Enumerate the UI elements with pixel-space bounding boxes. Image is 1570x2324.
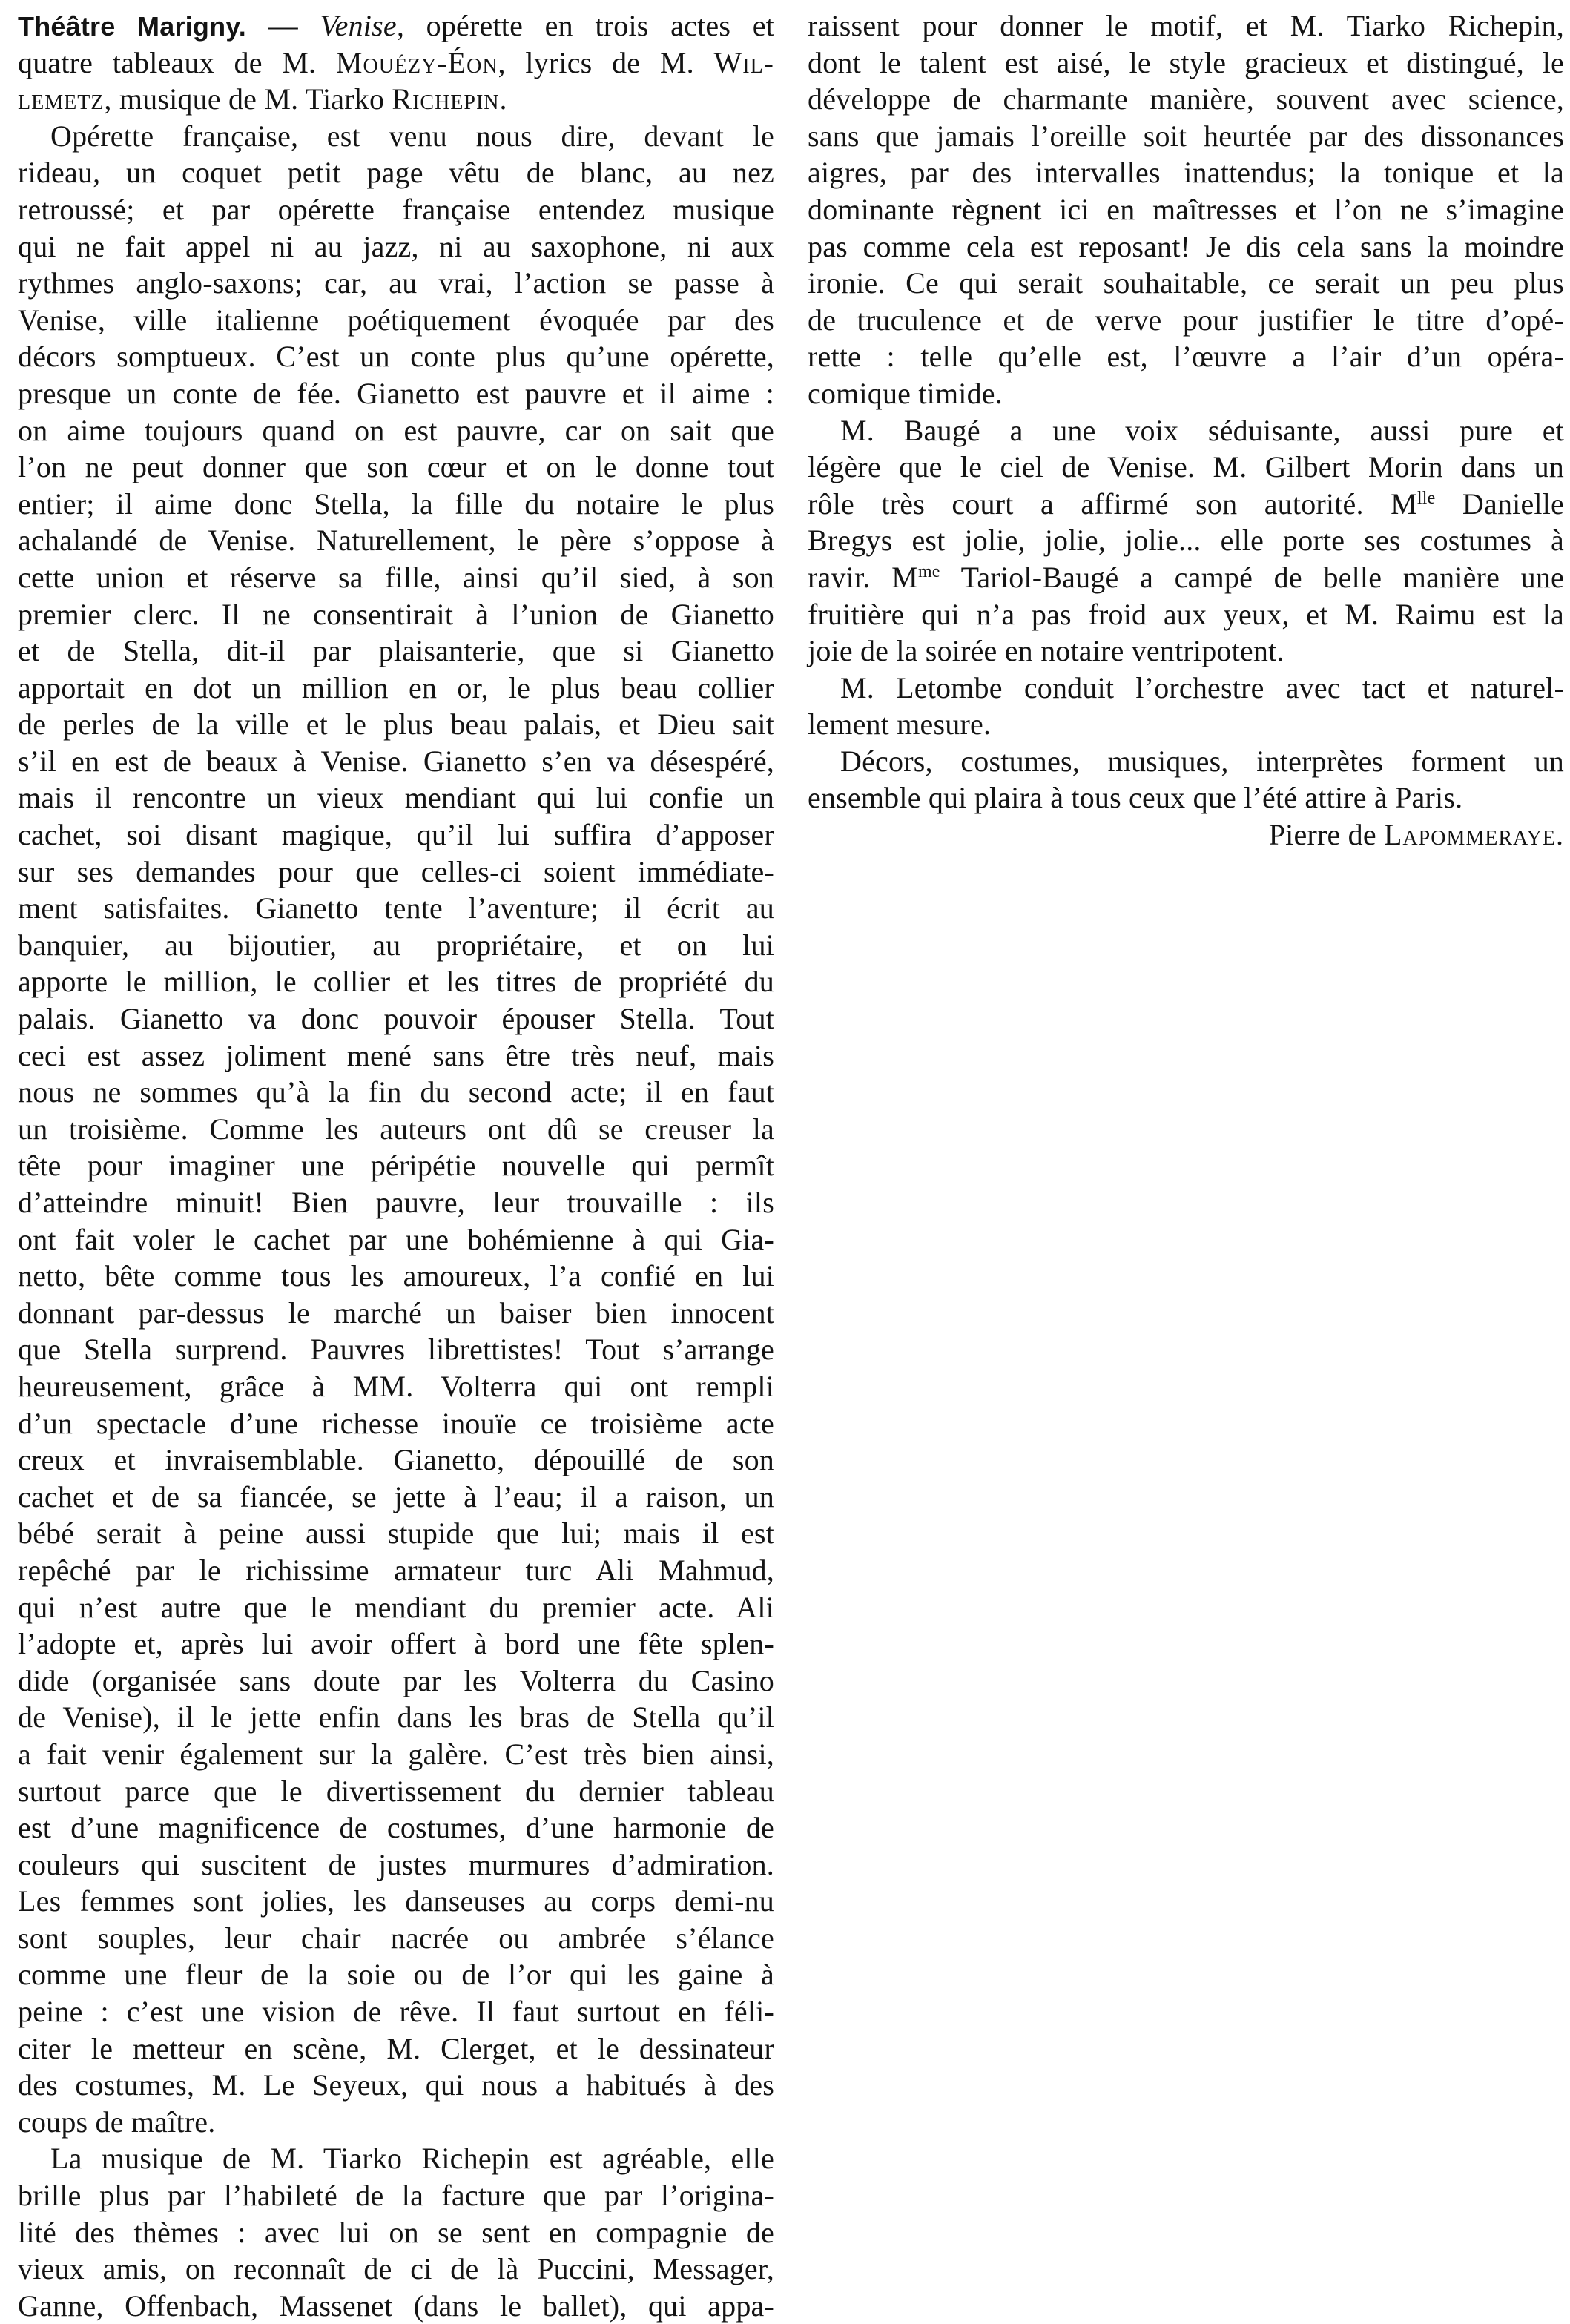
text-line: développe de charmante manière, souvent avec science,: [808, 82, 1564, 116]
text-line: ment satisfaites. Gianetto tente l’aventure; il écrit au: [18, 891, 774, 925]
text-line: entier; il aime donc Stella, la fille du notaire le plus: [18, 486, 774, 521]
text-line: heureusement, grâce à MM. Volterra qui ont rempli: [18, 1369, 774, 1403]
text-line: comique timide.: [808, 376, 1003, 410]
text-line: de Venise), il le jette enfin dans les bras de Stella qu’il: [18, 1700, 774, 1734]
text-line: joie de la soirée en notaire ventripotent.: [808, 634, 1284, 668]
text-line: fruitière qui n’a pas froid aux yeux, et M. Raimu est la: [808, 597, 1564, 631]
text-line: aigres, par des intervalles inattendus; la tonique et la: [808, 156, 1564, 190]
heading-desc-1: opérette en trois actes et: [404, 9, 774, 42]
text-line: de truculence et de verve pour justifier le titre d’opé-: [808, 303, 1564, 337]
lyricist-name-part-2: lemetz: [18, 82, 105, 116]
text-line: décors somptueux. C’est un conte plus qu’une opérette,: [18, 340, 774, 374]
text-line: cachet, soi disant magique, qu’il lui suffira d’apposer: [18, 818, 774, 852]
text-line: Ganne, Offenbach, Massenet (dans le ballet), qui appa-: [18, 2288, 774, 2323]
text-line: légère que le ciel de Venise. M. Gilbert Morin dans un: [808, 450, 1564, 484]
heading-desc-2b: , lyrics de M.: [498, 45, 714, 79]
text-line-with-honorific: [808, 559, 1564, 596]
text-line-with-honorific: [808, 486, 1564, 523]
honorific-mlle: [1391, 487, 1435, 521]
text-line: pas comme cela est reposant! Je dis cela sans la moindre: [808, 229, 1564, 263]
text-line: l’adopte et, après lui avoir offert à bord une fête splen-: [18, 1627, 774, 1661]
text-line: un troisième. Comme les auteurs ont dû se creuser la: [18, 1112, 774, 1146]
text-line: couleurs qui suscitent de justes murmures d’admiration.: [18, 1847, 774, 1881]
text-line: ceci est assez joliment mené sans être très neuf, mais: [18, 1038, 774, 1072]
text-line: cachet et de sa fiancée, se jette à l’eau; il a raison, un: [18, 1479, 774, 1513]
text-line: retroussé; et par opérette française entendez musique: [18, 192, 774, 226]
text-line: est d’une magnificence de costumes, d’une harmonie de: [18, 1811, 774, 1845]
text-line: d’atteindre minuit! Bien pauvre, leur trouvaille : ils: [18, 1186, 774, 1219]
author-name: Mouézy-Éon: [335, 45, 498, 79]
heading-desc-3: , musique de M. Tiarko: [104, 82, 392, 116]
honorific-mme: [891, 561, 940, 594]
heading-line-2: [18, 44, 774, 82]
text-line: de perles de la ville et le plus beau palais, et Dieu sait: [18, 707, 774, 742]
lyricist-name-part-1: Wil-: [713, 45, 774, 79]
text-line: tête pour imaginer une péripétie nouvelle qui permît: [18, 1149, 774, 1183]
honorific-base: M: [1391, 486, 1417, 521]
text-line: Les femmes sont jolies, les danseuses au corps demi-nu: [18, 1884, 774, 1918]
text-line: ironie. Ce qui serait souhaitable, ce serait un peu plus: [808, 266, 1564, 300]
text-line: premier clerc. Il ne consentirait à l’union de Gianetto: [18, 597, 774, 631]
text-line: netto, bête comme tous les amoureux, l’a confié en lui: [18, 1259, 774, 1293]
signature: [808, 816, 1564, 854]
text-line: rette : telle qu’elle est, l’œuvre a l’air d’un opéra-: [808, 340, 1564, 374]
text-line: sur ses demandes pour que celles-ci soient immédiate-: [18, 854, 774, 888]
text-line: ensemble qui plaira à tous ceux que l’été attire à Paris.: [808, 781, 1463, 815]
play-title: Venise,: [320, 9, 405, 42]
text-line: bébé serait à peine aussi stupide que lui; mais il est: [18, 1516, 774, 1551]
text-line: surtout parce que le divertissement du dernier tableau: [18, 1774, 774, 1808]
text-line: d’un spectacle d’une richesse inouïe ce troisième acte: [18, 1406, 774, 1440]
text-line: dont le talent est aisé, le style gracieux et distingué, le: [808, 45, 1564, 79]
text-line: rideau, un coquet petit page vêtu de blanc, au nez: [18, 156, 774, 190]
signature-last: Lapommeraye.: [1384, 818, 1564, 852]
heading-line-1: [18, 7, 774, 44]
text-line: peine : c’est une vision de rêve. Il faut surtout en féli-: [18, 1995, 774, 2029]
text-line: repêché par le richissime armateur turc Ali Mahmud,: [18, 1553, 774, 1587]
text-line: presque un conte de fée. Gianetto est pauvre et il aime :: [18, 376, 774, 410]
signature-first: Pierre de: [1268, 818, 1384, 852]
text-line: sont souples, leur chair nacrée ou ambrée s’élance: [18, 1921, 774, 1955]
text-line: qui n’est autre que le mendiant du premier acte. Ali: [18, 1590, 774, 1624]
text-line: Décors, costumes, musiques, interprètes forment un: [840, 744, 1564, 778]
text-line: donnant par-dessus le marché un baiser bien innocent: [18, 1295, 774, 1330]
text-line: Bregys est jolie, jolie, jolie... elle porte ses costumes à: [808, 524, 1564, 558]
text-line: lement mesure.: [808, 707, 992, 742]
text-line: on aime toujours quand on est pauvre, car on sait que: [18, 413, 774, 447]
text-line: banquier, au bijoutier, au propriétaire, et on lui: [18, 928, 774, 962]
text-line: sans que jamais l’oreille soit heurtée par des dissonances: [808, 119, 1564, 153]
text-line: Opérette française, est venu nous dire, devant le: [50, 119, 774, 153]
text-line: des costumes, M. Le Seyeux, qui nous a habitués à des: [18, 2068, 774, 2102]
composer-name: Richepin: [392, 82, 500, 116]
text-line: coups de maître.: [18, 2105, 216, 2139]
text-line: M. Letombe conduit l’orchestre avec tact et naturel-: [840, 670, 1564, 704]
text-line: dominante règnent ici en maîtresses et l’on ne s’imagine: [808, 192, 1564, 226]
text-line: raissent pour donner le motif, et M. Tiarko Richepin,: [808, 9, 1564, 42]
text-line: ont fait voler le cachet par une bohémienne à qui Gia-: [18, 1222, 774, 1256]
text-line: apportait en dot un million en or, le plus beau collier: [18, 670, 774, 704]
text-line: palais. Gianetto va donc pouvoir épouser Stella. Tout: [18, 1002, 774, 1036]
text-line: et de Stella, dit-il par plaisanterie, que si Gianetto: [18, 634, 774, 668]
text-line: s’il en est de beaux à Venise. Gianetto s’en va désespéré,: [18, 744, 774, 778]
text-line: a fait venir également sur la galère. C’est très bien ainsi,: [18, 1737, 774, 1771]
heading-line-3: [18, 81, 774, 118]
text-line: citer le metteur en scène, M. Clerget, et le dessinateur: [18, 2031, 774, 2065]
text-fragment: Danielle: [1462, 486, 1565, 521]
heading-end: .: [499, 82, 507, 116]
right-column: [808, 7, 1564, 854]
text-line: La musique de M. Tiarko Richepin est agréable, elle: [50, 2142, 774, 2176]
heading-dash: —: [246, 9, 320, 42]
text-line: mais il rencontre un vieux mendiant qui lui confie un: [18, 781, 774, 815]
text-line: lité des thèmes : avec lui on se sent en compagnie de: [18, 2215, 774, 2249]
text-line: qui ne fait appel ni au jazz, ni au saxophone, ni aux: [18, 229, 774, 263]
text-line: creux et invraisemblable. Gianetto, dépouillé de son: [18, 1443, 774, 1477]
text-fragment: Tariol-Baugé a campé de belle manière une: [960, 560, 1565, 594]
text-line: achalandé de Venise. Naturellement, le père s’oppose à: [18, 524, 774, 558]
left-column: [18, 7, 774, 2324]
honorific-superscript: me: [917, 561, 940, 581]
honorific-superscript: lle: [1416, 488, 1436, 508]
text-line: cette union et réserve sa fille, ainsi qu’il sied, à son: [18, 560, 774, 594]
text-line: nous ne sommes qu’à la fin du second acte; il en faut: [18, 1075, 774, 1109]
text-fragment: rôle très court a affirmé son autorité.: [808, 486, 1364, 521]
text-line: que Stella surprend. Pauvres librettistes! Tout s’arrange: [18, 1333, 774, 1367]
text-line: M. Baugé a une voix séduisante, aussi pure et: [840, 413, 1564, 447]
text-line: l’on ne peut donner que son cœur et on le donne tout: [18, 450, 774, 484]
honorific-base: M: [891, 560, 918, 594]
text-line: rythmes anglo-saxons; car, au vrai, l’action se passe à: [18, 266, 774, 300]
text-line: vieux amis, on reconnaît de ci de là Puccini, Messager,: [18, 2252, 774, 2286]
heading-desc-2a: quatre tableaux de M.: [18, 45, 336, 79]
text-line: apporte le million, le collier et les titres de propriété du: [18, 965, 774, 999]
text-line: dide (organisée sans doute par les Volterra du Casino: [18, 1663, 774, 1697]
text-line: Venise, ville italienne poétiquement évoquée par des: [18, 303, 774, 337]
text-line: comme une fleur de la soie ou de l’or qui les gaine à: [18, 1958, 774, 1992]
text-line: brille plus par l’habileté de la facture que par l’origina-: [18, 2179, 774, 2213]
venue-title: Théâtre Marigny.: [18, 11, 247, 42]
text-fragment: ravir.: [808, 560, 871, 594]
